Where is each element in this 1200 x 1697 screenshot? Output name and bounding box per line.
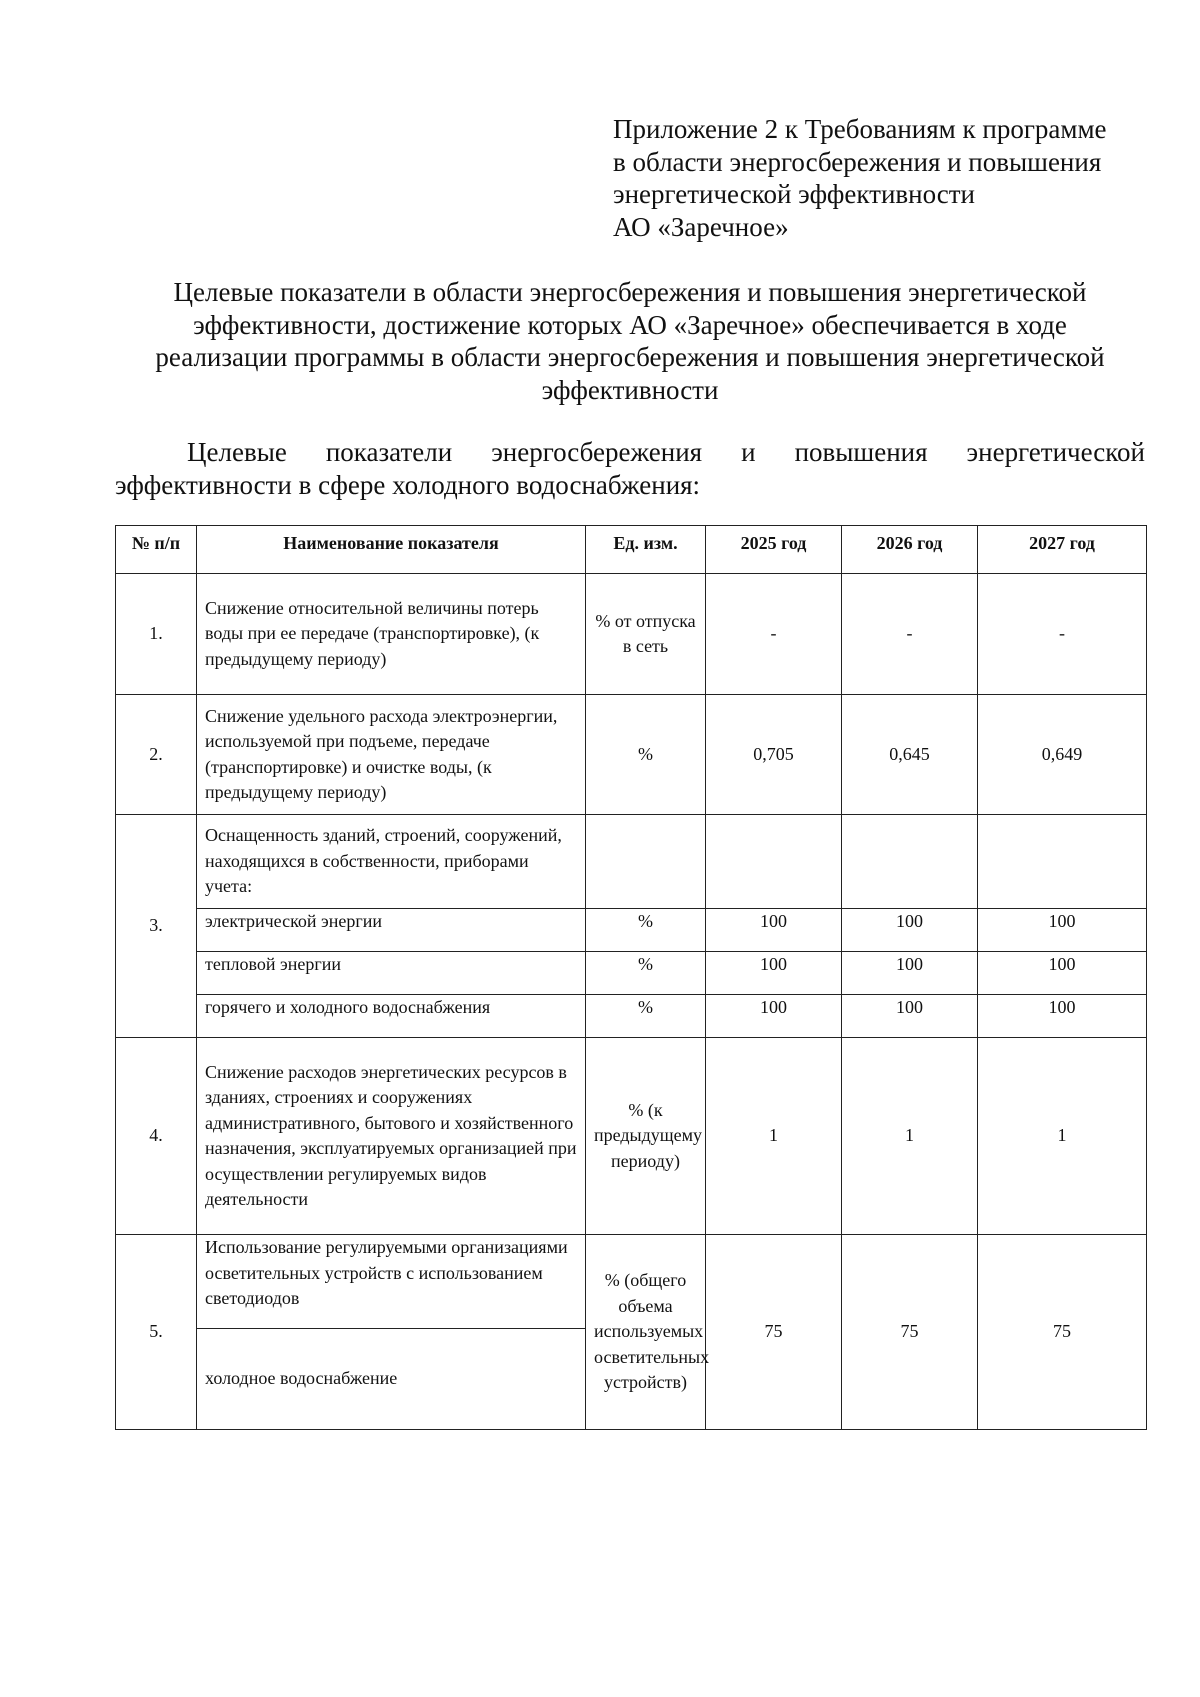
annex-line: АО «Заречное» bbox=[613, 211, 789, 242]
title-line: эффективности, достижение которых АО «Заречное» обеспечивается в ходе bbox=[193, 309, 1067, 340]
value-2026: 100 bbox=[842, 995, 978, 1038]
value-2026: 75 bbox=[842, 1235, 978, 1430]
title-line: эффективности bbox=[541, 374, 719, 405]
intro-paragraph bbox=[115, 436, 1145, 501]
intro-word: энергетической bbox=[966, 437, 1145, 467]
intro-line-2: эффективности в сфере холодного водоснабжения: bbox=[115, 469, 701, 500]
table-row bbox=[116, 1038, 1147, 1235]
value-2026: 1 bbox=[842, 1038, 978, 1235]
indicator-name: Снижение удельного расхода электроэнергии, используемой при подъеме, передаче (транспортировке) и очистке воды, (к предыдущему периоду) bbox=[197, 695, 586, 815]
value-2025: 100 bbox=[706, 952, 842, 995]
indicator-unit: % (к предыдущему периоду) bbox=[586, 1038, 706, 1235]
value-2027: 100 bbox=[978, 995, 1147, 1038]
value-2026 bbox=[842, 815, 978, 909]
intro-word: энергосбережения bbox=[491, 437, 703, 467]
subindicator-name: тепловой энергии bbox=[197, 952, 586, 995]
table-row bbox=[116, 1235, 1147, 1329]
value-2027: 100 bbox=[978, 952, 1147, 995]
value-2025: 100 bbox=[706, 909, 842, 952]
annex-line: Приложение 2 к Требованиям к программе bbox=[613, 114, 1107, 144]
value-2026: 0,645 bbox=[842, 695, 978, 815]
value-2027: 1 bbox=[978, 1038, 1147, 1235]
row-number: 3. bbox=[116, 815, 197, 1038]
value-2027: 100 bbox=[978, 909, 1147, 952]
indicators-table bbox=[115, 525, 1147, 1430]
value-2026: 100 bbox=[842, 909, 978, 952]
value-2027: 75 bbox=[978, 1235, 1147, 1430]
table-header-row bbox=[116, 526, 1147, 574]
subindicator-name: горячего и холодного водоснабжения bbox=[197, 995, 586, 1038]
value-2025: 100 bbox=[706, 995, 842, 1038]
value-2027 bbox=[978, 815, 1147, 909]
indicator-unit: % от отпуска в сеть bbox=[586, 574, 706, 695]
intro-word: повышения bbox=[794, 437, 928, 467]
indicator-unit: % (общего объема используемых осветительных устройств) bbox=[586, 1235, 706, 1430]
annex-line: энергетической эффективности bbox=[613, 179, 975, 209]
intro-word: и bbox=[741, 437, 756, 467]
subindicator-unit: % bbox=[586, 995, 706, 1038]
table-row bbox=[116, 574, 1147, 695]
header-2027: 2027 год bbox=[978, 526, 1147, 574]
table-subrow bbox=[116, 909, 1147, 952]
value-2025: - bbox=[706, 574, 842, 695]
row-number: 1. bbox=[116, 574, 197, 695]
value-2026: 100 bbox=[842, 952, 978, 995]
indicator-name: Снижение относительной величины потерь воды при ее передаче (транспортировке), (к предыдущему периоду) bbox=[197, 574, 586, 695]
row-number: 4. bbox=[116, 1038, 197, 1235]
header-2026: 2026 год bbox=[842, 526, 978, 574]
intro-word: Целевые bbox=[187, 437, 287, 467]
value-2025: 0,705 bbox=[706, 695, 842, 815]
subindicator-name: холодное водоснабжение bbox=[197, 1329, 586, 1430]
value-2027: 0,649 bbox=[978, 695, 1147, 815]
table-row bbox=[116, 815, 1147, 909]
header-number: № п/п bbox=[116, 526, 197, 574]
indicator-name: Оснащенность зданий, строений, сооружений, находящихся в собственности, приборами учета: bbox=[197, 815, 586, 909]
value-2025: 75 bbox=[706, 1235, 842, 1430]
table-row bbox=[116, 695, 1147, 815]
header-unit: Ед. изм. bbox=[586, 526, 706, 574]
row-number: 5. bbox=[116, 1235, 197, 1430]
table-subrow bbox=[116, 995, 1147, 1038]
annex-line: в области энергосбережения и повышения bbox=[613, 146, 1102, 177]
indicator-unit bbox=[586, 815, 706, 909]
header-name: Наименование показателя bbox=[197, 526, 586, 574]
subindicator-unit: % bbox=[586, 952, 706, 995]
indicator-name: Снижение расходов энергетических ресурсов в зданиях, строениях и сооружениях административного, бытового и хозяйственного назначения, эксплуатируемых организацией при осуществлении регулируемых видов деятельности bbox=[197, 1038, 586, 1235]
value-2027: - bbox=[978, 574, 1147, 695]
annex-header bbox=[613, 113, 1153, 243]
title-line: реализации программы в области энергосбережения и повышения энергетической bbox=[155, 342, 1105, 372]
value-2026: - bbox=[842, 574, 978, 695]
indicator-name: Использование регулируемыми организациями осветительных устройств с использованием светодиодов bbox=[197, 1235, 586, 1329]
table-subrow bbox=[116, 952, 1147, 995]
intro-word: показатели bbox=[325, 437, 453, 467]
subindicator-name: электрической энергии bbox=[197, 909, 586, 952]
title-line: Целевые показатели в области энергосбережения и повышения энергетической bbox=[173, 277, 1087, 307]
value-2025: 1 bbox=[706, 1038, 842, 1235]
value-2025 bbox=[706, 815, 842, 909]
row-number: 2. bbox=[116, 695, 197, 815]
subindicator-unit: % bbox=[586, 909, 706, 952]
document-title bbox=[110, 276, 1150, 406]
intro-line-1 bbox=[115, 436, 1145, 469]
header-2025: 2025 год bbox=[706, 526, 842, 574]
indicator-unit: % bbox=[586, 695, 706, 815]
